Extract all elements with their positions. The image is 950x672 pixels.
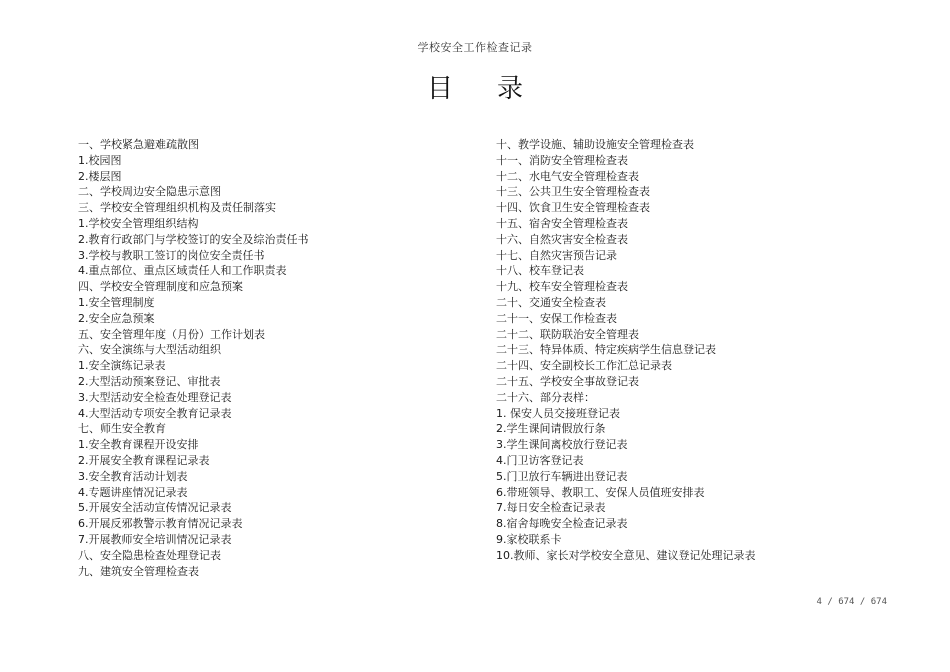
- toc-entry: 十二、水电气安全管理检查表: [496, 169, 639, 183]
- toc-entry: 二十三、特异体质、特定疾病学生信息登记表: [496, 343, 716, 357]
- toc-entry: 三、学校安全管理组织机构及责任制落实: [78, 201, 276, 215]
- toc-entry: 2.楼层图: [78, 169, 122, 183]
- toc-entry: 7.每日安全检查记录表: [496, 501, 606, 515]
- toc-right-column: [496, 137, 916, 564]
- toc-entry: 8.宿舍每晚安全检查记录表: [496, 517, 628, 531]
- toc-entry: 八、安全隐患检查处理登记表: [78, 548, 221, 562]
- toc-entry: 十五、宿舍安全管理检查表: [496, 216, 628, 230]
- toc-entry: 二十六、部分表样：: [496, 390, 595, 404]
- toc-title-char-2: 录: [496, 74, 523, 104]
- toc-entry: 10.教师、家长对学校安全意见、建议登记处理记录表: [496, 548, 756, 562]
- toc-entry: 3.大型活动安全检查处理登记表: [78, 390, 232, 404]
- toc-entry: 3.安全教育活动计划表: [78, 469, 188, 483]
- toc-entry: 9.家校联系卡: [496, 532, 562, 546]
- toc-entry: 十七、自然灾害预告记录: [496, 248, 617, 262]
- toc-entry: 十一、消防安全管理检查表: [496, 153, 628, 167]
- toc-entry: 5.开展安全活动宣传情况记录表: [78, 501, 232, 515]
- toc-entry: 3.学校与教职工签订的岗位安全责任书: [78, 248, 265, 262]
- toc-entry: 6.开展反邪教警示教育情况记录表: [78, 517, 243, 531]
- toc-entry: 7.开展教师安全培训情况记录表: [78, 532, 232, 546]
- page-number: 4 / 674 / 674: [816, 597, 887, 607]
- toc-entry: 十、教学设施、辅助设施安全管理检查表: [496, 138, 694, 151]
- toc-entry: 四、学校安全管理制度和应急预案: [78, 280, 243, 294]
- toc-entry: 二十五、学校安全事故登记表: [496, 374, 639, 388]
- toc-entry: 二十四、安全副校长工作汇总记录表: [496, 359, 672, 373]
- toc-entry: 3.学生课间离校放行登记表: [496, 438, 628, 452]
- toc-entry: 6.带班领导、教职工、安保人员值班安排表: [496, 485, 705, 499]
- toc-left-column: [78, 137, 478, 579]
- toc-entry: 二十二、联防联治安全管理表: [496, 327, 639, 341]
- toc-entry: 二、学校周边安全隐患示意图: [78, 185, 221, 199]
- toc-entry: 六、安全演练与大型活动组织: [78, 343, 221, 357]
- toc-entry: 2.教育行政部门与学校签订的安全及综治责任书: [78, 232, 309, 246]
- toc-entry: 九、建筑安全管理检查表: [78, 564, 199, 578]
- toc-title: [0, 72, 950, 106]
- toc-entry: 2.学生课间请假放行条: [496, 422, 606, 436]
- toc-entry: 1.安全教育课程开设安排: [78, 438, 199, 452]
- toc-entry: 七、师生安全教育: [78, 422, 166, 436]
- toc-entry: 4.大型活动专项安全教育记录表: [78, 406, 232, 420]
- toc-entry: 二十、交通安全检查表: [496, 295, 606, 309]
- toc-entry: 十八、校车登记表: [496, 264, 584, 278]
- toc-entry: 5.门卫放行车辆进出登记表: [496, 469, 628, 483]
- toc-entry: 2.开展安全教育课程记录表: [78, 453, 210, 467]
- toc-entry: 二十一、安保工作检查表: [496, 311, 617, 325]
- toc-entry: 4.专题讲座情况记录表: [78, 485, 188, 499]
- toc-entry: 十三、公共卫生安全管理检查表: [496, 185, 650, 199]
- toc-entry: 2.安全应急预案: [78, 311, 155, 325]
- toc-entry: 十六、自然灾害安全检查表: [496, 232, 628, 246]
- running-header: 学校安全工作检查记录: [417, 41, 533, 54]
- toc-entry: 4.门卫访客登记表: [496, 453, 584, 467]
- toc-entry: 十九、校车安全管理检查表: [496, 280, 628, 294]
- toc-entry: 1.校园图: [78, 153, 122, 167]
- toc-entry: 1.安全管理制度: [78, 295, 155, 309]
- toc-entry: 五、安全管理年度（月份）工作计划表: [78, 327, 265, 341]
- toc-entry: 1.安全演练记录表: [78, 359, 166, 373]
- toc-entry: 1.学校安全管理组织结构: [78, 216, 199, 230]
- toc-entry: 2.大型活动预案登记、审批表: [78, 374, 221, 388]
- toc-entry: 一、学校紧急避难疏散图: [78, 138, 199, 151]
- toc-entry: 十四、饮食卫生安全管理检查表: [496, 201, 650, 215]
- toc-entry: 1. 保安人员交接班登记表: [496, 406, 620, 420]
- toc-title-char-1: 目: [426, 74, 453, 104]
- toc-entry: 4.重点部位、重点区域责任人和工作职责表: [78, 264, 287, 278]
